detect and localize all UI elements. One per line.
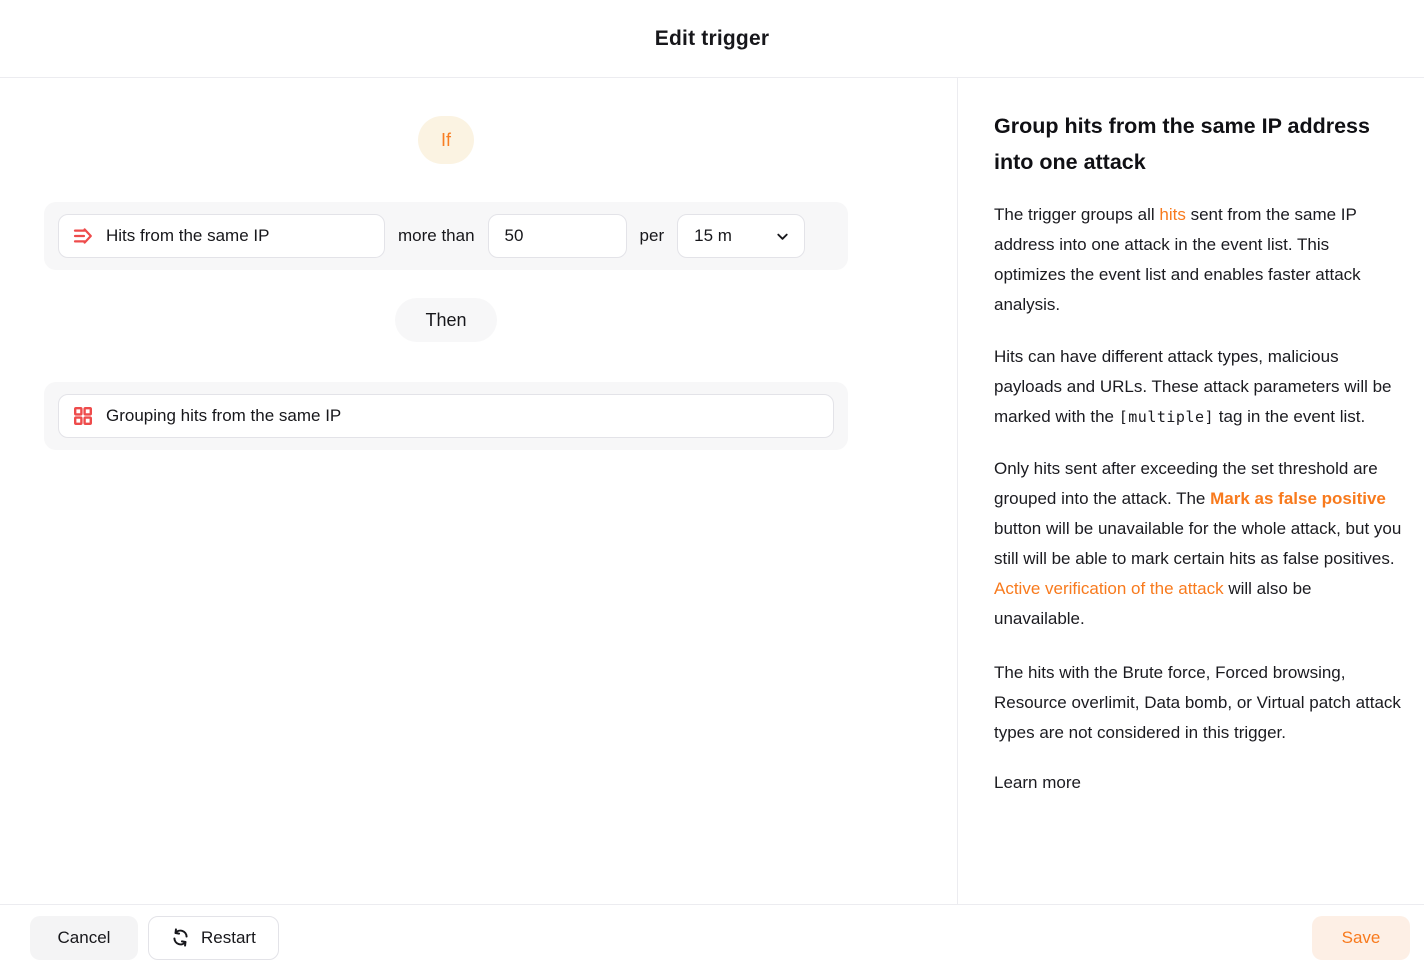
multiple-tag-code: [multiple] — [1118, 408, 1215, 426]
condition-row — [44, 202, 848, 270]
dialog-body — [0, 78, 1424, 904]
dialog-footer — [0, 904, 1424, 970]
help-p3-text-middle: button will be unavailable for the whole attack, but you still will be able to mark certain hits as false positives. — [994, 519, 1402, 568]
dialog-title: Edit trigger — [654, 26, 770, 50]
grouping-grid-icon — [73, 406, 93, 426]
help-p1-text: The trigger groups all — [994, 205, 1160, 224]
help-paragraph-4: The hits with the Brute force, Forced browsing, Resource overlimit, Data bomb, or Virtual patch attack types are not considered in this trigger. — [994, 663, 1401, 742]
restart-icon — [171, 928, 190, 947]
if-badge: If — [418, 116, 474, 164]
truncated-learn-more-link[interactable]: Learn more — [994, 773, 1081, 792]
action-select[interactable] — [58, 394, 834, 438]
action-row — [44, 382, 848, 450]
active-verification-link[interactable]: Active verification of the attack — [994, 579, 1224, 598]
restart-button[interactable] — [148, 916, 279, 960]
hits-link[interactable]: hits — [1159, 205, 1186, 224]
interval-select-value: 15 m — [694, 226, 732, 245]
restart-button-label: Restart — [201, 927, 256, 947]
help-p2-text-after: tag in the event list. — [1214, 407, 1366, 426]
save-button[interactable]: Save — [1312, 916, 1410, 960]
help-p2-text: Hits can have different attack types, malicious payloads and URLs. These attack parameters will be marked with the — [994, 347, 1392, 426]
help-paragraph-3 — [994, 454, 1402, 634]
mark-false-positive-link[interactable]: Mark as false positive — [1210, 489, 1386, 508]
help-title: Group hits from the same IP address into one attack — [994, 114, 1370, 174]
help-paragraph-1 — [994, 200, 1402, 320]
metric-select[interactable] — [58, 214, 385, 258]
help-p3-text-after: will also be unavailable. — [994, 579, 1312, 628]
metric-select-value: Hits from the same IP — [106, 226, 270, 245]
threshold-input[interactable] — [488, 214, 627, 258]
comparator-label: more than — [398, 226, 475, 245]
then-badge: Then — [395, 298, 496, 342]
help-paragraph-2 — [994, 342, 1402, 432]
action-select-value: Grouping hits from the same IP — [106, 406, 342, 425]
cancel-button[interactable]: Cancel — [30, 916, 138, 960]
help-panel[interactable] — [958, 78, 1424, 904]
interval-select[interactable] — [677, 214, 805, 258]
help-p3-text: Only hits sent after exceeding the set threshold are grouped into the attack. The — [994, 459, 1378, 508]
per-label: per — [639, 226, 665, 245]
help-p1-text-after: sent from the same IP address into one attack in the event list. This optimizes the event list and enables faster attack analysis. — [994, 205, 1361, 314]
dialog-header — [0, 0, 1424, 78]
chevron-down-icon — [775, 229, 790, 244]
hits-arrow-icon — [73, 226, 93, 246]
trigger-editor — [0, 78, 958, 904]
